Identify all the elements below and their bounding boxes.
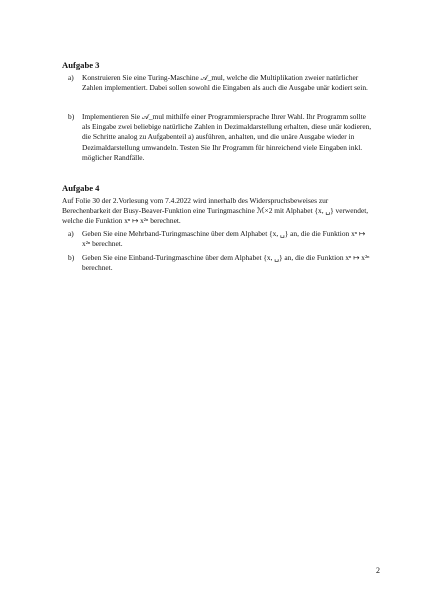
aufgabe-3-a-marker: a) [68, 73, 74, 82]
aufgabe-4-heading: Aufgabe 4 [62, 183, 100, 193]
aufgabe-3-a-text: Konstruieren Sie eine Turing-Maschine 𝒜_mul, welche die Multiplikation zweier natürlicher Zahlen implementiert. Dabei sollen sowohl die Eingaben als auch die Ausgabe unär kodiert sein. [82, 73, 368, 93]
aufgabe-4-intro: Auf Folie 30 der 2.Vorlesung vom 7.4.2022 wird innerhalb des Widerspruchsbeweises zur Berechenbarkeit der Busy-Beaver-Funktion eine Turingmaschine ℳ×2 mit Alphabet {x, ␣} verwendet, welche die Funktion xⁿ ↦ x²ⁿ berechnet. [62, 196, 369, 226]
aufgabe-4-a-text: Geben Sie eine Mehrband-Turingmaschine über dem Alphabet {x, ␣} an, die die Funktion xⁿ ↦ x²ⁿ berechnet. [82, 229, 366, 249]
aufgabe-4-b-text: Geben Sie eine Einband-Turingmaschine über dem Alphabet {x, ␣} an, die die Funktion xⁿ ↦ x²ⁿ berechnet. [82, 253, 370, 273]
aufgabe-3-b-text: Implementieren Sie 𝒜_mul mithilfe einer Programmiersprache Ihrer Wahl. Ihr Programm sollte als Eingabe zwei beliebige natürliche Zahlen in Dezimaldarstellung erhalten, diese unär kodieren, die Schritte analog zu Aufgabenteil a) ausführen, anhalten, und die unäre Ausgabe wieder in Dezimaldarstellung umwandeln. Testen Sie Ihr Programm für hinreichend viele Eingaben inkl. möglicher Randfälle. [82, 112, 372, 162]
page-number: 2 [376, 566, 380, 575]
aufgabe-4-a-marker: a) [68, 229, 74, 238]
aufgabe-4-b-marker: b) [68, 253, 75, 262]
aufgabe-3-heading: Aufgabe 3 [62, 60, 100, 70]
aufgabe-3-b-marker: b) [68, 112, 75, 121]
